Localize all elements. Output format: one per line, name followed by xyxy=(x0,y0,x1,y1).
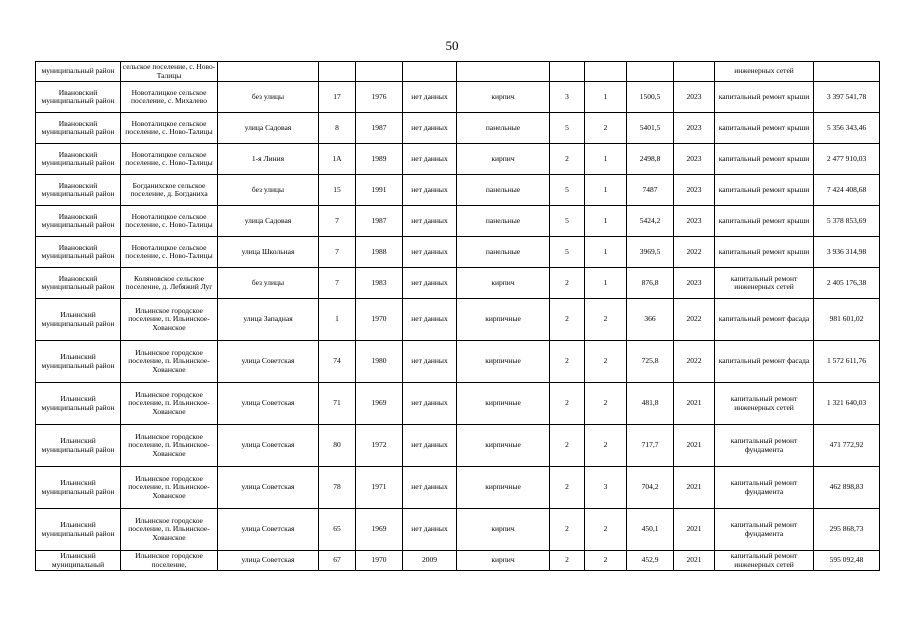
cell-settlement: Ильинское городское поселение, п. Ильинское-Хованское xyxy=(121,341,218,383)
cell-floors: 2 xyxy=(550,551,585,571)
cell-floors: 3 xyxy=(550,82,585,113)
cell-reconstruction-year: нет данных xyxy=(403,237,457,268)
cell-district: Ильинский муниципальный xyxy=(36,551,121,571)
cell-cost: 7 424 408,68 xyxy=(814,175,880,206)
cell-settlement: Коляновское сельское поселение, д. Лебяжий Луг xyxy=(121,268,218,299)
cell-reconstruction-year: нет данных xyxy=(403,206,457,237)
cell-reconstruction-year: нет данных xyxy=(403,175,457,206)
cell-area: 5424,2 xyxy=(627,206,674,237)
cell-build-year: 1969 xyxy=(356,383,403,425)
cell-cost: 462 898,83 xyxy=(814,467,880,509)
cell-repair-year: 2023 xyxy=(674,268,715,299)
cell-district: Ивановский муниципальный район xyxy=(36,113,121,144)
cell-street: улица Советская xyxy=(218,383,319,425)
cell-floors: 2 xyxy=(550,299,585,341)
cell-house-number: 1А xyxy=(319,144,356,175)
cell-street xyxy=(218,62,319,82)
cell-build-year: 1972 xyxy=(356,425,403,467)
cell-house-number: 1 xyxy=(319,299,356,341)
cell-cost: 1 572 611,76 xyxy=(814,341,880,383)
cell-repair-year: 2023 xyxy=(674,144,715,175)
cell-settlement: Ильинское городское поселение, п. Ильинское-Хованское xyxy=(121,467,218,509)
cell-settlement: Ильинское городское поселение, п. Ильинское-Хованское xyxy=(121,383,218,425)
cell-reconstruction-year: нет данных xyxy=(403,82,457,113)
cell-reconstruction-year: нет данных xyxy=(403,467,457,509)
cell-wall-material: кирпич xyxy=(457,144,550,175)
cell-house-number xyxy=(319,62,356,82)
cell-street: улица Советская xyxy=(218,467,319,509)
cell-repair-year: 2022 xyxy=(674,237,715,268)
cell-wall-material: кирпичные xyxy=(457,299,550,341)
cell-wall-material: кирпич xyxy=(457,82,550,113)
cell-district: Ильинский муниципальный район xyxy=(36,341,121,383)
housing-repair-table xyxy=(35,61,880,571)
cell-repair-type: капитальный ремонт фундамента xyxy=(715,425,814,467)
table-row xyxy=(36,299,880,341)
cell-street: улица Советская xyxy=(218,509,319,551)
cell-reconstruction-year: нет данных xyxy=(403,144,457,175)
cell-cost: 981 601,02 xyxy=(814,299,880,341)
cell-street: улица Школьная xyxy=(218,237,319,268)
cell-repair-type: капитальный ремонт инженерных сетей xyxy=(715,551,814,571)
table-row xyxy=(36,206,880,237)
cell-repair-type: капитальный ремонт фундамента xyxy=(715,509,814,551)
table-row xyxy=(36,509,880,551)
cell-district: Ильинский муниципальный район xyxy=(36,509,121,551)
cell-area: 452,9 xyxy=(627,551,674,571)
table-row xyxy=(36,268,880,299)
cell-house-number: 15 xyxy=(319,175,356,206)
cell-house-number: 71 xyxy=(319,383,356,425)
cell-wall-material: панельные xyxy=(457,175,550,206)
cell-build-year xyxy=(356,62,403,82)
cell-repair-year: 2022 xyxy=(674,299,715,341)
table-row xyxy=(36,425,880,467)
cell-repair-type: капитальный ремонт крыши xyxy=(715,82,814,113)
cell-entrances: 2 xyxy=(585,383,627,425)
cell-entrances: 1 xyxy=(585,237,627,268)
cell-settlement: сельское поселение, с. Ново-Талицы xyxy=(121,62,218,82)
cell-wall-material: кирпичные xyxy=(457,425,550,467)
cell-reconstruction-year: нет данных xyxy=(403,113,457,144)
cell-entrances: 2 xyxy=(585,509,627,551)
cell-repair-type: капитальный ремонт крыши xyxy=(715,113,814,144)
cell-area: 704,2 xyxy=(627,467,674,509)
cell-settlement: Новоталицкое сельское поселение, с. Ново-Талицы xyxy=(121,144,218,175)
cell-street: улица Садовая xyxy=(218,113,319,144)
cell-area: 481,8 xyxy=(627,383,674,425)
cell-floors: 2 xyxy=(550,425,585,467)
cell-floors: 5 xyxy=(550,175,585,206)
cell-cost: 2 477 910,03 xyxy=(814,144,880,175)
cell-entrances: 3 xyxy=(585,467,627,509)
cell-entrances: 1 xyxy=(585,268,627,299)
cell-build-year: 1988 xyxy=(356,237,403,268)
cell-repair-type: капитальный ремонт фасада xyxy=(715,341,814,383)
table-row xyxy=(36,551,880,571)
cell-entrances: 2 xyxy=(585,425,627,467)
cell-cost xyxy=(814,62,880,82)
cell-house-number: 80 xyxy=(319,425,356,467)
cell-repair-year: 2022 xyxy=(674,341,715,383)
cell-settlement: Ильинское городское поселение, п. Ильинское-Хованское xyxy=(121,509,218,551)
cell-entrances: 2 xyxy=(585,341,627,383)
cell-street: улица Советская xyxy=(218,341,319,383)
cell-repair-type: инженерных сетей xyxy=(715,62,814,82)
cell-wall-material: кирпичные xyxy=(457,341,550,383)
cell-build-year: 1976 xyxy=(356,82,403,113)
cell-repair-year: 2021 xyxy=(674,467,715,509)
cell-cost: 2 405 176,38 xyxy=(814,268,880,299)
cell-floors: 5 xyxy=(550,206,585,237)
table-row xyxy=(36,237,880,268)
cell-settlement: Богданихское сельское поселение, д. Богданиха xyxy=(121,175,218,206)
cell-wall-material: кирпичные xyxy=(457,467,550,509)
cell-district: Ивановский муниципальный район xyxy=(36,268,121,299)
cell-cost: 5 378 853,69 xyxy=(814,206,880,237)
cell-district: Ильинский муниципальный район xyxy=(36,467,121,509)
table-row xyxy=(36,144,880,175)
cell-repair-type: капитальный ремонт инженерных сетей xyxy=(715,383,814,425)
cell-street: без улицы xyxy=(218,175,319,206)
cell-area xyxy=(627,62,674,82)
cell-wall-material: кирпич xyxy=(457,509,550,551)
cell-cost: 3 397 541,78 xyxy=(814,82,880,113)
cell-house-number: 78 xyxy=(319,467,356,509)
cell-repair-type: капитальный ремонт крыши xyxy=(715,237,814,268)
cell-build-year: 1969 xyxy=(356,509,403,551)
cell-wall-material xyxy=(457,62,550,82)
cell-house-number: 7 xyxy=(319,237,356,268)
table-row xyxy=(36,467,880,509)
cell-reconstruction-year: нет данных xyxy=(403,509,457,551)
cell-cost: 471 772,92 xyxy=(814,425,880,467)
cell-floors: 5 xyxy=(550,237,585,268)
cell-wall-material: панельные xyxy=(457,206,550,237)
cell-entrances: 1 xyxy=(585,82,627,113)
cell-repair-year: 2023 xyxy=(674,206,715,237)
cell-house-number: 7 xyxy=(319,206,356,237)
cell-entrances: 2 xyxy=(585,299,627,341)
cell-reconstruction-year: 2009 xyxy=(403,551,457,571)
cell-settlement: Новоталицкое сельское поселение, с. Ново-Талицы xyxy=(121,237,218,268)
cell-build-year: 1989 xyxy=(356,144,403,175)
cell-area: 1500,5 xyxy=(627,82,674,113)
cell-district: Ивановский муниципальный район xyxy=(36,175,121,206)
cell-settlement: Ильинское городское поселение, xyxy=(121,551,218,571)
cell-repair-type: капитальный ремонт инженерных сетей xyxy=(715,268,814,299)
cell-settlement: Ильинское городское поселение, п. Ильинское-Хованское xyxy=(121,299,218,341)
cell-reconstruction-year: нет данных xyxy=(403,425,457,467)
cell-build-year: 1987 xyxy=(356,113,403,144)
cell-build-year: 1983 xyxy=(356,268,403,299)
cell-cost: 5 356 343,46 xyxy=(814,113,880,144)
table-row xyxy=(36,82,880,113)
cell-build-year: 1991 xyxy=(356,175,403,206)
cell-district: Ивановский муниципальный район xyxy=(36,237,121,268)
cell-wall-material: кирпичные xyxy=(457,383,550,425)
page-number: 50 xyxy=(445,38,459,53)
cell-settlement: Новоталицкое сельское поселение, с. Михалево xyxy=(121,82,218,113)
cell-area: 876,8 xyxy=(627,268,674,299)
cell-reconstruction-year xyxy=(403,62,457,82)
cell-cost: 595 092,48 xyxy=(814,551,880,571)
cell-district: Ивановский муниципальный район xyxy=(36,82,121,113)
cell-floors: 2 xyxy=(550,467,585,509)
cell-repair-type: капитальный ремонт крыши xyxy=(715,206,814,237)
cell-entrances: 1 xyxy=(585,144,627,175)
cell-house-number: 7 xyxy=(319,268,356,299)
cell-floors: 2 xyxy=(550,383,585,425)
cell-floors: 5 xyxy=(550,113,585,144)
cell-street: улица Садовая xyxy=(218,206,319,237)
cell-floors xyxy=(550,62,585,82)
cell-build-year: 1970 xyxy=(356,551,403,571)
table-row xyxy=(36,62,880,82)
cell-floors: 2 xyxy=(550,268,585,299)
cell-reconstruction-year: нет данных xyxy=(403,299,457,341)
cell-repair-type: капитальный ремонт фасада xyxy=(715,299,814,341)
cell-district: муниципальный район xyxy=(36,62,121,82)
cell-repair-year xyxy=(674,62,715,82)
cell-street: без улицы xyxy=(218,82,319,113)
cell-wall-material: кирпич xyxy=(457,268,550,299)
cell-district: Ивановский муниципальный район xyxy=(36,206,121,237)
cell-reconstruction-year: нет данных xyxy=(403,383,457,425)
cell-settlement: Новоталицкое сельское поселение, с. Ново-Талицы xyxy=(121,206,218,237)
cell-repair-year: 2023 xyxy=(674,113,715,144)
cell-area: 450,1 xyxy=(627,509,674,551)
cell-repair-year: 2023 xyxy=(674,175,715,206)
cell-street: улица Западная xyxy=(218,299,319,341)
cell-repair-year: 2023 xyxy=(674,82,715,113)
cell-wall-material: кирпич xyxy=(457,551,550,571)
cell-area: 725,8 xyxy=(627,341,674,383)
cell-reconstruction-year: нет данных xyxy=(403,268,457,299)
cell-district: Ильинский муниципальный район xyxy=(36,299,121,341)
cell-house-number: 74 xyxy=(319,341,356,383)
cell-build-year: 1980 xyxy=(356,341,403,383)
cell-build-year: 1987 xyxy=(356,206,403,237)
cell-wall-material: панельные xyxy=(457,237,550,268)
table-row xyxy=(36,113,880,144)
cell-street: без улицы xyxy=(218,268,319,299)
cell-build-year: 1970 xyxy=(356,299,403,341)
cell-street: 1-я Линия xyxy=(218,144,319,175)
cell-district: Ильинский муниципальный район xyxy=(36,383,121,425)
cell-area: 366 xyxy=(627,299,674,341)
cell-build-year: 1971 xyxy=(356,467,403,509)
cell-house-number: 67 xyxy=(319,551,356,571)
cell-entrances: 1 xyxy=(585,175,627,206)
cell-reconstruction-year: нет данных xyxy=(403,341,457,383)
cell-repair-type: капитальный ремонт крыши xyxy=(715,144,814,175)
cell-repair-year: 2021 xyxy=(674,383,715,425)
table-row xyxy=(36,175,880,206)
cell-house-number: 65 xyxy=(319,509,356,551)
cell-floors: 2 xyxy=(550,144,585,175)
cell-street: улица Советская xyxy=(218,551,319,571)
cell-entrances: 2 xyxy=(585,113,627,144)
cell-district: Ильинский муниципальный район xyxy=(36,425,121,467)
cell-settlement: Ильинское городское поселение, п. Ильинское-Хованское xyxy=(121,425,218,467)
cell-area: 5401,5 xyxy=(627,113,674,144)
cell-entrances xyxy=(585,62,627,82)
cell-entrances: 1 xyxy=(585,206,627,237)
cell-street: улица Советская xyxy=(218,425,319,467)
cell-cost: 295 868,73 xyxy=(814,509,880,551)
cell-repair-year: 2021 xyxy=(674,425,715,467)
cell-settlement: Новоталицкое сельское поселение, с. Ново-Талицы xyxy=(121,113,218,144)
cell-cost: 3 936 314,98 xyxy=(814,237,880,268)
cell-area: 7487 xyxy=(627,175,674,206)
table-row xyxy=(36,341,880,383)
cell-repair-type: капитальный ремонт крыши xyxy=(715,175,814,206)
cell-floors: 2 xyxy=(550,341,585,383)
table-row xyxy=(36,383,880,425)
cell-wall-material: панельные xyxy=(457,113,550,144)
cell-floors: 2 xyxy=(550,509,585,551)
cell-area: 717,7 xyxy=(627,425,674,467)
cell-cost: 1 321 640,03 xyxy=(814,383,880,425)
cell-repair-year: 2021 xyxy=(674,551,715,571)
cell-house-number: 8 xyxy=(319,113,356,144)
cell-district: Ивановский муниципальный район xyxy=(36,144,121,175)
cell-area: 3969,5 xyxy=(627,237,674,268)
cell-repair-year: 2021 xyxy=(674,509,715,551)
cell-repair-type: капитальный ремонт фундамента xyxy=(715,467,814,509)
cell-area: 2498,8 xyxy=(627,144,674,175)
cell-house-number: 17 xyxy=(319,82,356,113)
cell-entrances: 2 xyxy=(585,551,627,571)
